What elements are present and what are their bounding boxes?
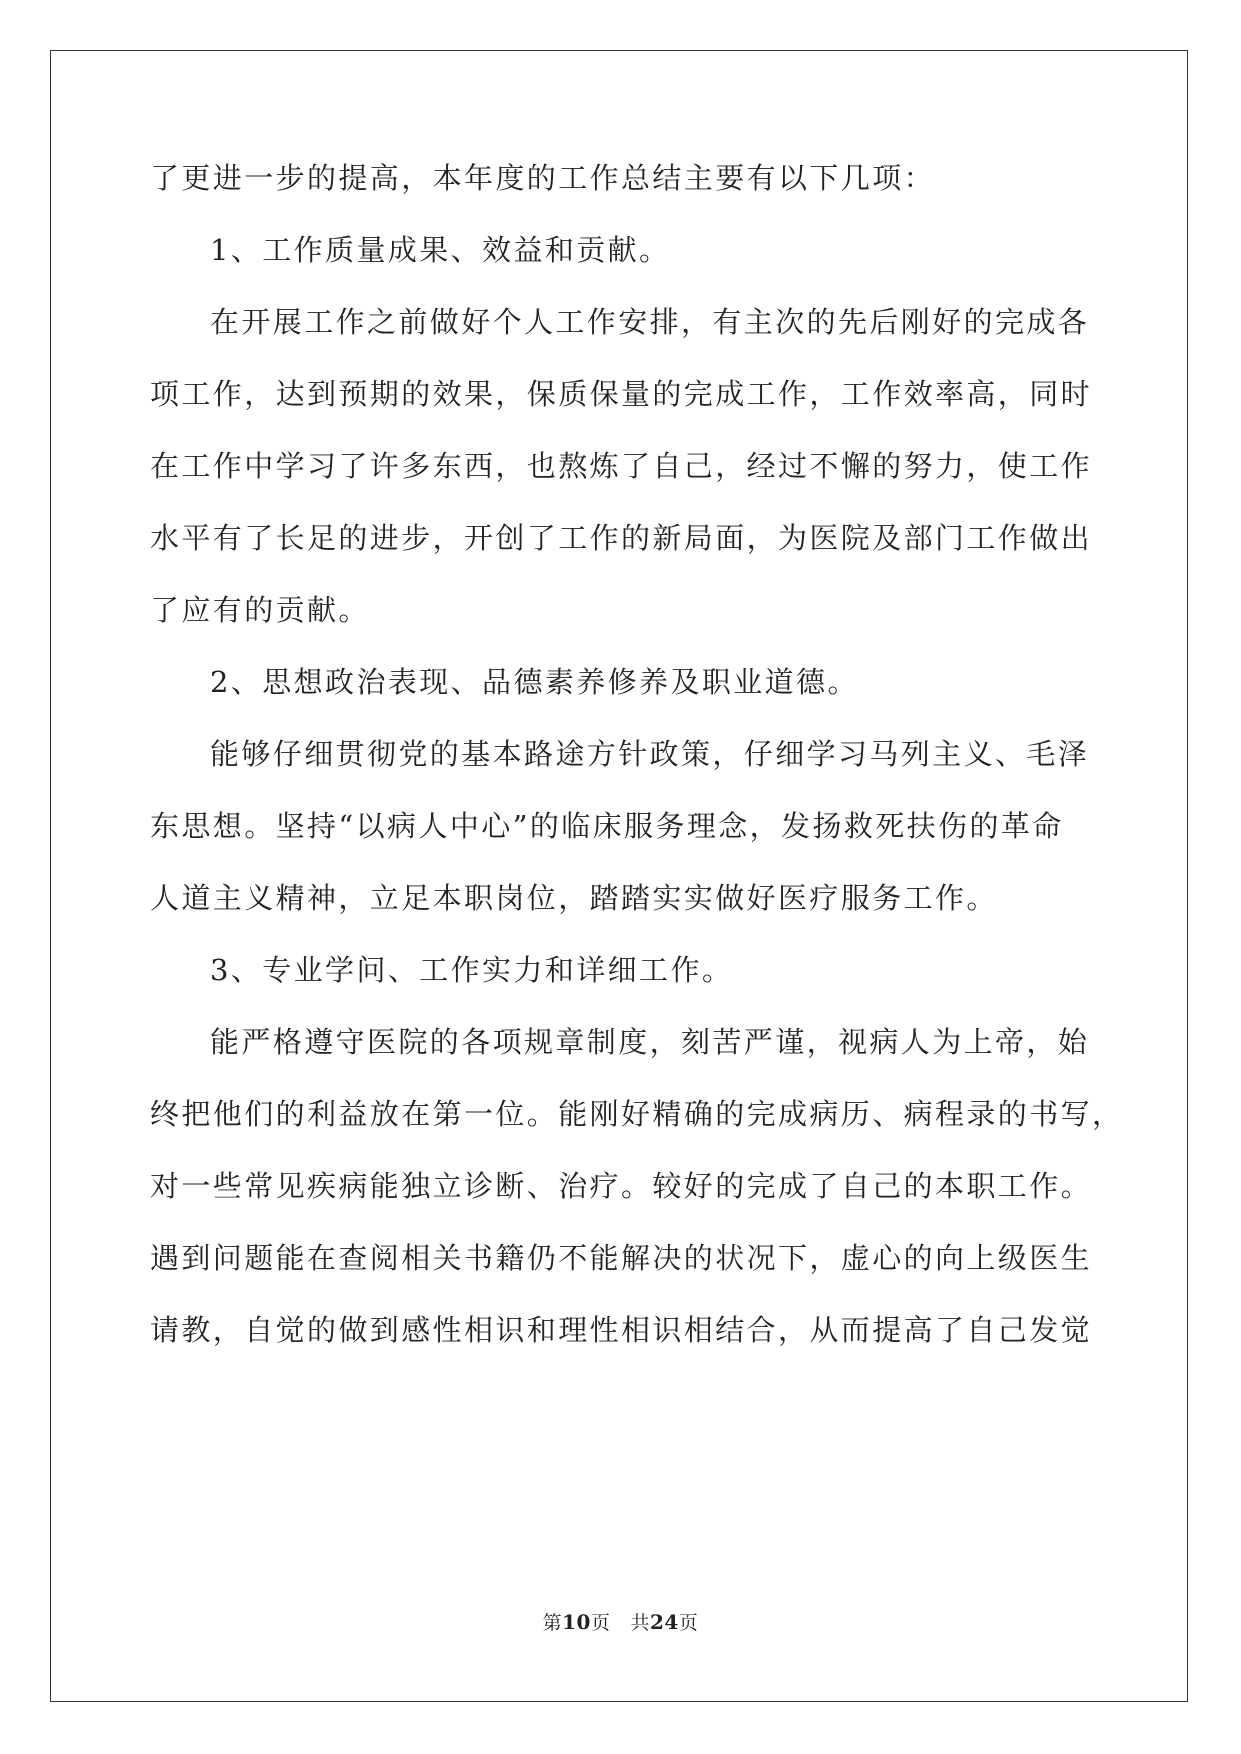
section-heading: 1、工作质量成果、效益和贡献。 [210, 233, 671, 267]
paragraph-line: 人道主义精神，立足本职岗位，踏踏实实做好医疗服务工作。 [150, 881, 998, 915]
paragraph-line: 在工作中学习了许多东西，也熬炼了自己，经过不懈的努力，使工作 [150, 449, 1093, 483]
page-total: 24 [650, 1610, 679, 1634]
paragraph-line: 了应有的贡献。 [150, 593, 370, 627]
text-line: 了更进一步的提高，本年度的工作总结主要有以下几项： [150, 161, 936, 195]
paragraph-line: 水平有了长足的进步，开创了工作的新局面，为医院及部门工作做出 [150, 521, 1093, 555]
page-prefix: 第 [542, 1612, 563, 1634]
paragraph-line: 东思想。坚持“以病人中心”的临床服务理念，发扬救死扶伤的革命 [150, 809, 1064, 843]
total-prefix: 共 [630, 1612, 651, 1634]
paragraph-line: 能够仔细贯彻党的基本路途方针政策，仔细学习马列主义、毛泽 [210, 737, 1090, 771]
paragraph-line: 遇到问题能在查阅相关书籍仍不能解决的状况下，虚心的向上级医生 [150, 1241, 1093, 1275]
section-heading: 2、思想政治表现、品德素养修养及职业道德。 [210, 665, 859, 699]
paragraph-line: 项工作，达到预期的效果，保质保量的完成工作，工作效率高，同时 [150, 377, 1093, 411]
paragraph-line: 请教，自觉的做到感性相识和理性相识相结合，从而提高了自己发觉 [150, 1313, 1093, 1347]
page-suffix: 页 [590, 1612, 611, 1634]
page-footer [0, 1608, 1241, 1635]
paragraph-line: 能严格遵守医院的各项规章制度，刻苦严谨，视病人为上帝，始 [210, 1025, 1090, 1059]
total-suffix: 页 [678, 1612, 699, 1634]
paragraph-line: 在开展工作之前做好个人工作安排，有主次的先后刚好的完成各 [210, 305, 1090, 339]
section-heading: 3、专业学问、工作实力和详细工作。 [210, 953, 734, 987]
paragraph-line: 终把他们的利益放在第一位。能刚好精确的完成病历、病程录的书写， [150, 1097, 1124, 1131]
paragraph-line: 对一些常见疾病能独立诊断、治疗。较好的完成了自己的本职工作。 [150, 1169, 1093, 1203]
page-current: 10 [562, 1610, 591, 1634]
page-border [50, 50, 1188, 1702]
